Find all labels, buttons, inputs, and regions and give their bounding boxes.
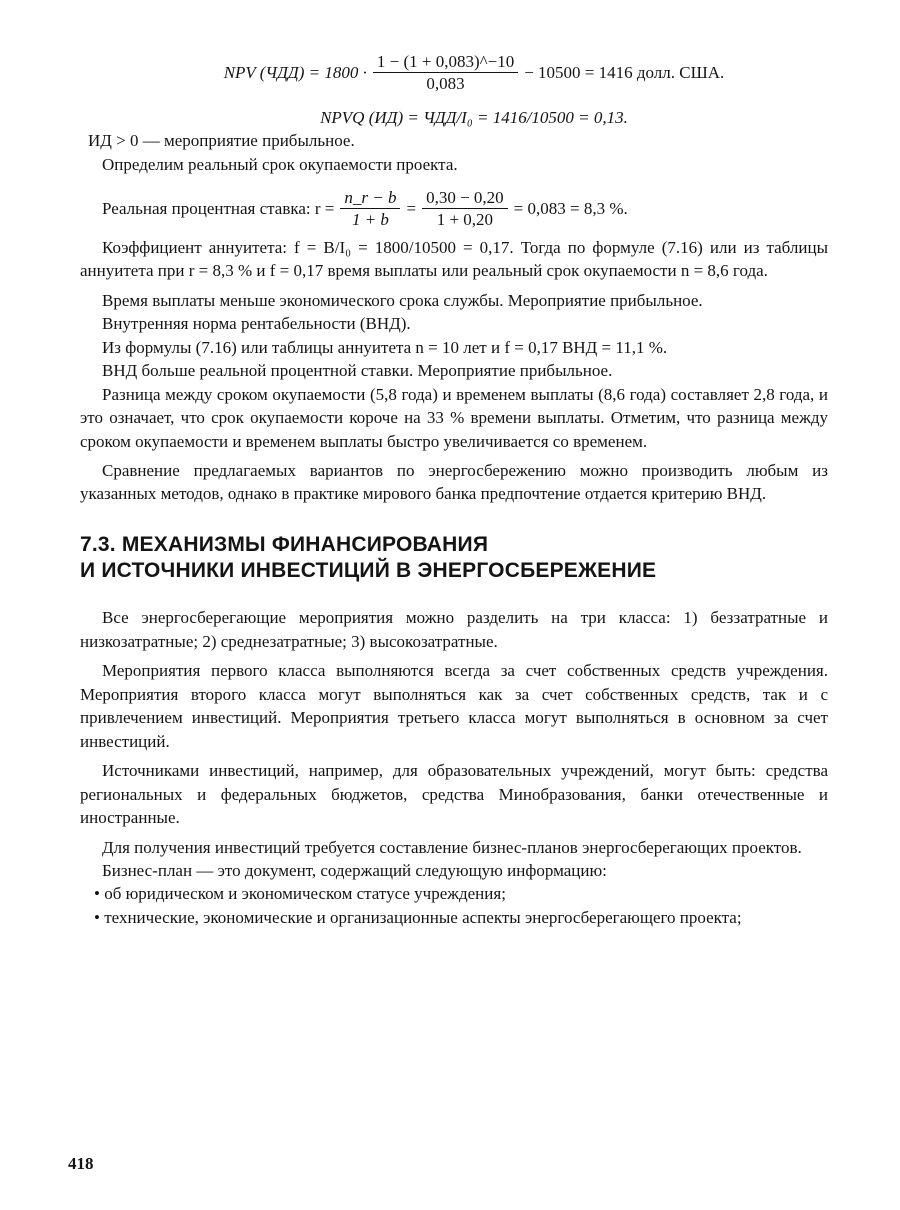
page-number: 418 — [68, 1154, 94, 1173]
rate-rhs: = 0,083 = 8,3 %. — [513, 199, 628, 219]
rate-numerator-symbolic: n_r − b — [340, 188, 400, 209]
npv-fraction — [373, 52, 518, 94]
paragraph: Из формулы (7.16) или таблицы аннуитета n = 10 лет и f = 0,17 ВНД = 11,1 %. — [102, 337, 668, 357]
paragraph: Для получения инвестиций требуется составление бизнес-планов энергосберегающих проектов. — [102, 837, 802, 857]
paragraph: Разница между сроком окупаемости (5,8 года) и временем выплаты (8,6 года) составляет 2,8 года, и это означает, что срок окупаемости короче на 33 % времени выплаты. Отметим, что разница между сроком окупаемости и временем выплаты быстро увеличивается со временем. — [80, 384, 828, 451]
npvq-formula — [120, 106, 828, 129]
rate-numerator-numeric: 0,30 − 0,20 — [422, 188, 508, 209]
paragraph: Внутренняя норма рентабельности (ВНД). — [102, 314, 411, 334]
paragraph: Коэффициент аннуитета: f = B/I₀ = 1800/10500 = 0,17. Тогда по формуле (7.16) или из таблицы аннуитета при r = 8,3 % и f = 0,17 время выплаты или реальный срок окупаемости n = 8,6 года. — [80, 237, 828, 281]
rate-denominator-symbolic: 1 + b — [351, 209, 389, 229]
rate-formula — [80, 188, 828, 230]
paragraph: ВНД больше реальной процентной ставки. Мероприятие прибыльное. — [102, 361, 613, 381]
npv-rhs: − 10500 = 1416 долл. США. — [524, 63, 725, 83]
rate-equals: = — [406, 199, 417, 219]
paragraph: Определим реальный срок окупаемости проекта. — [102, 154, 458, 174]
bullet-item: • технические, экономические и организационные аспекты энергосберегающего проекта; — [94, 907, 742, 927]
paragraph: Мероприятия первого класса выполняются всегда за счет собственных средств учреждения. Мероприятия второго класса могут выполняться как за счет собственных средств, так и с привлечением инвестиций. Мероприятия третьего класса могут выполняться в основном за счет инвестиций. — [80, 661, 828, 751]
paragraph: Сравнение предлагаемых вариантов по энергосбережению можно производить любым из указанных методов, однако в практике мирового банка предпочтение отдается критерию ВНД. — [80, 461, 828, 504]
paragraph: ИД > 0 — мероприятие прибыльное. — [88, 131, 355, 151]
paragraph: Источниками инвестиций, например, для образовательных учреждений, могут быть: средства региональных и федеральных бюджетов, средства Минобразования, банки отечественные и иностранные. — [80, 761, 828, 828]
npvq-text: NPVQ (ИД) = ЧДД/I₀ = 1416/10500 = 0,13. — [320, 107, 628, 127]
paragraph: Время выплаты меньше экономического срока службы. Мероприятие прибыльное. — [102, 290, 703, 310]
section-heading-line2: И ИСТОЧНИКИ ИНВЕСТИЦИЙ В ЭНЕРГОСБЕРЕЖЕНИЕ — [80, 559, 657, 583]
page-content — [80, 52, 828, 929]
npv-lhs: NPV (ЧДД) = 1800 · — [223, 63, 367, 83]
paragraph: Все энергосберегающие мероприятия можно разделить на три класса: 1) беззатратные и низкозатратные; 2) среднезатратные; 3) высокозатратные. — [80, 608, 828, 651]
rate-denominator-numeric: 1 + 0,20 — [436, 209, 494, 229]
npv-numerator: 1 − (1 + 0,083)^−10 — [373, 52, 518, 73]
rate-fraction-symbolic — [340, 188, 400, 230]
rate-lhs: Реальная процентная ставка: r = — [102, 199, 335, 219]
section-heading-line1: 7.3. МЕХАНИЗМЫ ФИНАНСИРОВАНИЯ — [80, 532, 489, 556]
npv-formula — [120, 52, 828, 94]
section-heading — [80, 532, 828, 585]
paragraph: Бизнес-план — это документ, содержащий следующую информацию: — [102, 860, 607, 880]
bullet-item: • об юридическом и экономическом статусе учреждения; — [94, 884, 506, 904]
rate-fraction-numeric — [422, 188, 508, 230]
npv-denominator: 0,083 — [426, 73, 465, 93]
